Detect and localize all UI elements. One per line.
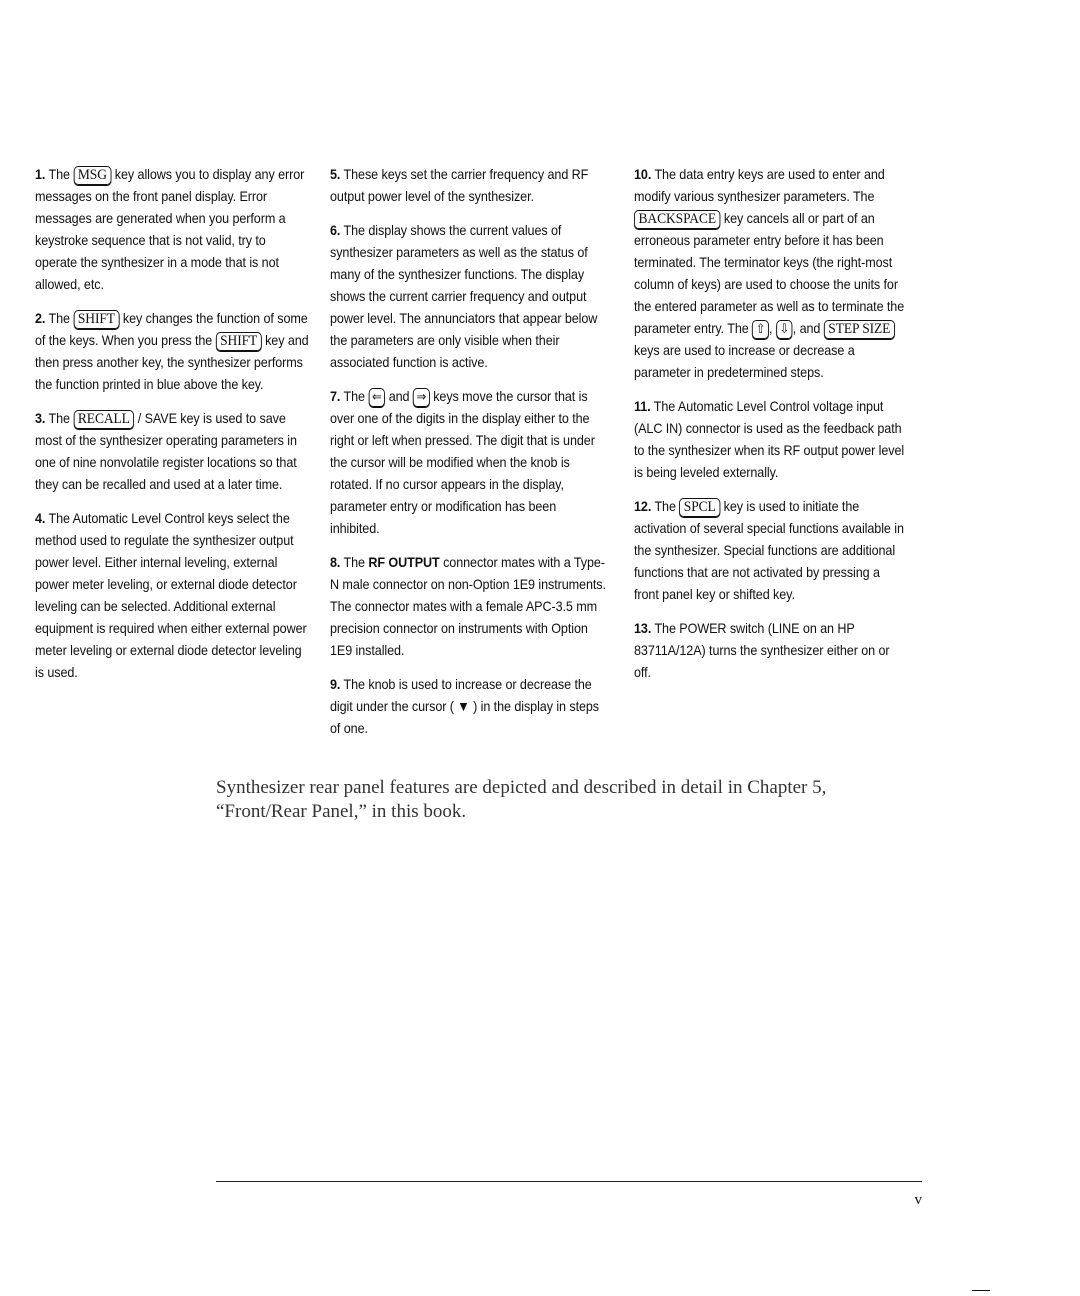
spcl-key: SPCL: [679, 498, 720, 517]
item-4: 4. The Automatic Level Control keys select the method used to regulate the synthesizer output power level. Either internal leveling, external power meter leveling, or external diode detector leveling can be selected. Additional external equipment is required when either external power meter leveling or external diode detector leveling is used.: [35, 510, 307, 680]
left-arrow-key-icon: ⇐: [368, 388, 385, 407]
item-12: 12. The SPCL key is used to initiate the activation of several special functions available in the synthesizer. Special functions are additional functions that are not activated by pressing a front panel key or shifted key.: [633, 498, 904, 602]
column-3: [634, 163, 905, 751]
page-number: v: [914, 1192, 922, 1208]
right-arrow-key-icon: ⇒: [413, 388, 430, 407]
shift-key: SHIFT: [73, 310, 119, 329]
item-13: 13. The POWER switch (LINE on an HP 83711A/12A) turns the synthesizer either on or off.: [633, 620, 890, 680]
down-arrow-key-icon: ⇩: [776, 320, 793, 339]
footer-rule: [216, 1181, 922, 1182]
recall-key: RECALL: [73, 410, 134, 429]
backspace-key: BACKSPACE: [634, 210, 720, 229]
item-5: 5. These keys set the carrier frequency and RF output power level of the synthesizer.: [329, 166, 589, 204]
item-6: 6. The display shows the current values of synthesizer parameters as well as the status of many of the synthesizer functions. The display shows the current carrier frequency and output power level. The annunciators that appear below the parameters are only visible when their associated function is active.: [329, 222, 598, 370]
crop-mark: [972, 1290, 990, 1291]
item-2: 2. The SHIFT key changes the function of some of the keys. When you press the SHIFT key and then press another key, the synthesizer performs the function printed in blue above the key.: [35, 310, 309, 392]
shift-key: SHIFT: [216, 332, 262, 351]
item-11: 11. The Automatic Level Control voltage input (ALC IN) connector is used as the feedback path to the synthesizer when its RF output power level is being leveled externally.: [633, 398, 905, 480]
feature-descriptions: [35, 163, 935, 751]
rear-panel-note: Synthesizer rear panel features are depicted and described in detail in Chapter 5, “Front/Rear Panel,” in this book.: [216, 777, 827, 822]
rf-output-label: RF OUTPUT: [368, 554, 440, 570]
item-3: 3. The RECALL / SAVE key is used to save most of the synthesizer operating parameters in one of nine nonvolatile register locations so that they can be recalled and used at a later time.: [35, 410, 297, 492]
item-8: 8. The RF OUTPUT connector mates with a Type-N male connector on non-Option 1E9 instruments. The connector mates with a female APC-3.5 mm precision connector on instruments with Option 1E9 installed.: [329, 554, 606, 658]
item-9: 9. The knob is used to increase or decrease the digit under the cursor ( ▼ ) in the display in steps of one.: [329, 676, 600, 736]
column-1: [35, 163, 310, 751]
msg-key: MSG: [73, 166, 111, 185]
column-2: [330, 163, 608, 751]
item-7: 7. The ⇐ and ⇒ keys move the cursor that is over one of the digits in the display either to the right or left when pressed. The digit that is under the cursor will be modified when the knob is rotated. If no cursor appears in the display, parameter entry or modification has been inhibited.: [329, 388, 595, 536]
step-size-key: STEP SIZE: [824, 320, 895, 339]
item-1: 1. The MSG key allows you to display any error messages on the front panel display. Error messages are generated when you perform a keystroke sequence that is not valid, try to operate the synthesizer in a mode that is not allowed, etc.: [35, 166, 305, 292]
up-arrow-key-icon: ⇧: [752, 320, 769, 339]
item-10: 10. The data entry keys are used to enter and modify various synthesizer parameters. The BACKSPACE key cancels all or part of an erroneous parameter entry before it has been terminated. The terminator keys (the right-most column of keys) are used to choose the units for the entered parameter as well as to terminate the parameter entry. The ⇧ , ⇩ , and STEP SIZE keys are used to increase or decrease a parameter in predetermined steps.: [633, 166, 905, 380]
